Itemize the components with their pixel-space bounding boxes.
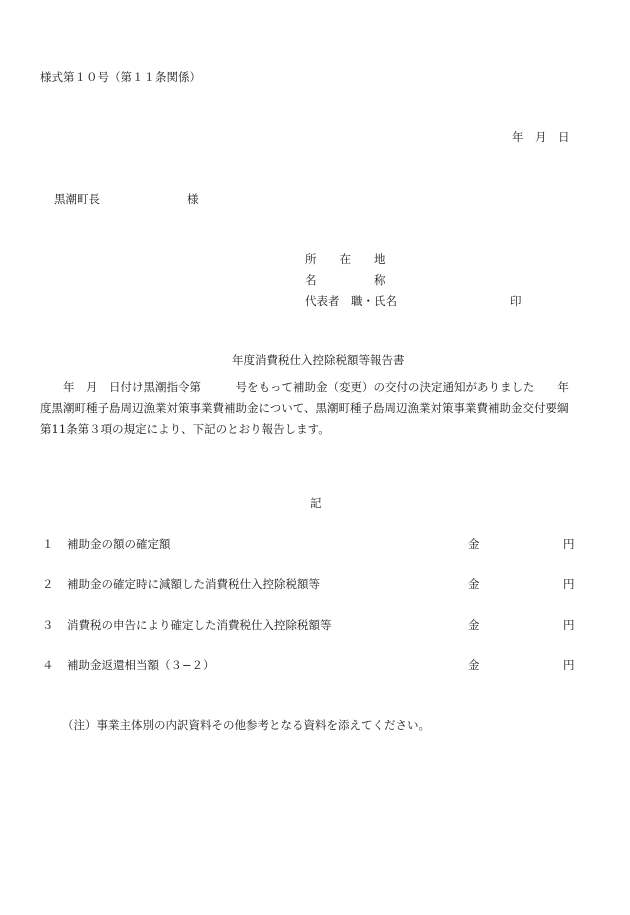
footnote: （注）事業主体別の内訳資料その他参考となる資料を添えてください。 xyxy=(62,718,430,732)
item-unit: 円 xyxy=(563,577,575,591)
item-unit: 円 xyxy=(563,537,575,551)
item-prefix: 金 xyxy=(468,658,480,672)
item-prefix: 金 xyxy=(468,537,480,551)
item-number: ２ xyxy=(42,577,54,591)
form-id: 様式第１０号（第１１条関係） xyxy=(40,70,201,84)
item-unit: 円 xyxy=(563,658,575,672)
body-paragraph xyxy=(40,377,592,440)
addressee-honorific: 様 xyxy=(187,192,199,206)
item-number: １ xyxy=(42,537,54,551)
body-line: 度黒潮町種子島周辺漁業対策事業費補助金について、黒潮町種子島周辺漁業対策事業費補助金交付要綱 xyxy=(40,401,569,415)
date-line: 年 月 日 xyxy=(512,130,570,144)
item-prefix: 金 xyxy=(468,577,480,591)
item-number: ４ xyxy=(42,658,54,672)
item-label: 補助金の額の確定額 xyxy=(67,537,171,551)
body-line: 年 月 日付け黒潮指令第 号をもって補助金（変更）の交付の決定通知がありました 年 xyxy=(40,380,569,394)
ki-heading: 記 xyxy=(310,496,322,510)
seal-mark: 印 xyxy=(510,294,522,308)
item-label: 補助金返還相当額（３−２） xyxy=(67,658,215,672)
item-label: 消費税の申告により確定した消費税仕入控除税額等 xyxy=(67,618,332,632)
name-label: 名 称 xyxy=(305,273,386,287)
item-number: ３ xyxy=(42,618,54,632)
item-prefix: 金 xyxy=(468,618,480,632)
item-label: 補助金の確定時に減額した消費税仕入控除税額等 xyxy=(67,577,320,591)
document-title: 年度消費税仕入控除税額等報告書 xyxy=(232,353,405,367)
item-unit: 円 xyxy=(563,618,575,632)
address-label: 所 在 地 xyxy=(305,252,386,266)
addressee-name: 黒潮町長 xyxy=(54,192,100,206)
representative-label: 代表者 職・氏名 xyxy=(305,294,397,308)
body-line: 第11条第３項の規定により、下記のとおり報告します。 xyxy=(40,422,330,436)
